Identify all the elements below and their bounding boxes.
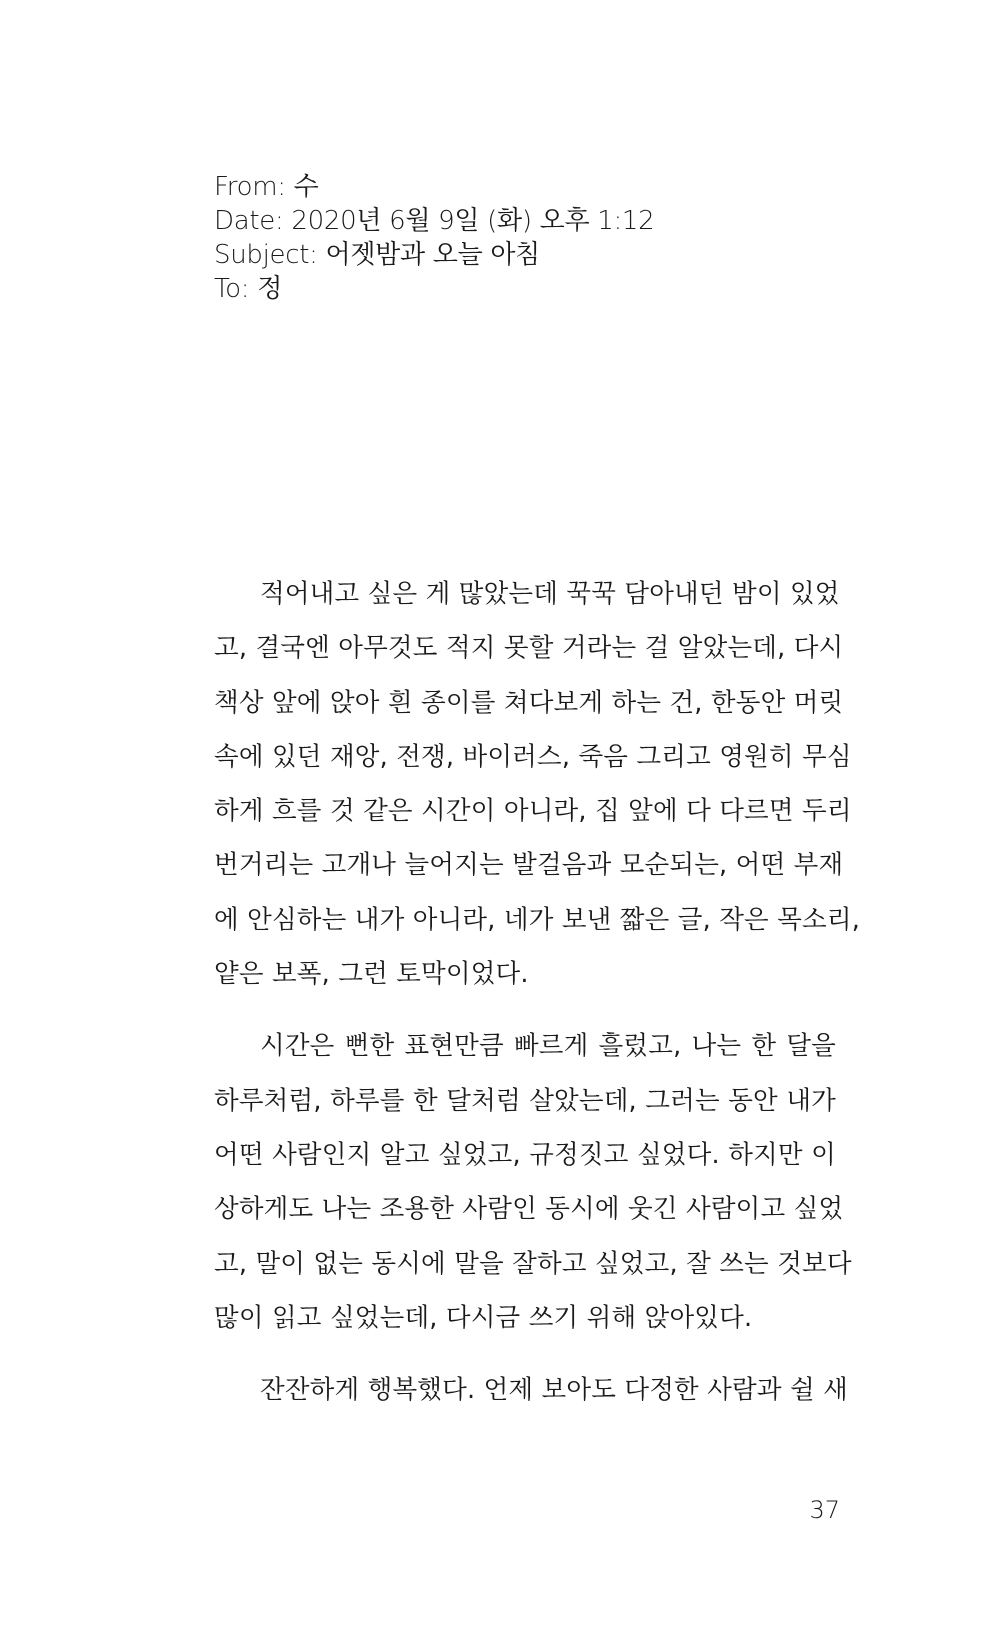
email-date: Date: 2020년 6월 9일 (화) 오후 1:12 [214,206,655,236]
text-line: 얕은 보폭, 그런 토막이었다. [214,959,529,990]
text-line: 시간은 뻔한 표현만큼 빠르게 흘렀고, 나는 한 달을 [260,1031,836,1062]
text-line: 어떤 사람인지 알고 싶었고, 규정짓고 싶었다. 하지만 이 [214,1139,836,1170]
letter-body [214,567,860,1435]
text-line: 잔잔하게 행복했다. 언제 보아도 다정한 사람과 쉴 새 [260,1375,848,1406]
paragraph-2 [214,1019,852,1345]
text-line: 많이 읽고 싶었는데, 다시금 쓰기 위해 앉아있다. [214,1302,753,1333]
text-line: 번거리는 고개나 늘어지는 발걸음과 모순되는, 어떤 부재 [214,850,844,881]
text-line: 적어내고 싶은 게 많았는데 꾹꾹 담아내던 밤이 있었 [260,579,840,609]
email-subject: Subject: 어젯밤과 오늘 아침 [214,240,540,270]
text-line: 하루처럼, 하루를 한 달처럼 살았는데, 그러는 동안 내가 [214,1085,836,1116]
page-number: 37 [809,1496,840,1524]
text-line: 상하게도 나는 조용한 사람인 동시에 웃긴 사람이고 싶었 [214,1194,844,1225]
text-line: 고, 말이 없는 동시에 말을 잘하고 싶었고, 잘 쓰는 것보다 [214,1248,852,1279]
text-line: 속에 있던 재앙, 전쟁, 바이러스, 죽음 그리고 영원히 무심 [214,741,852,772]
paragraph-3 [214,1363,848,1417]
text-line: 책상 앞에 앉아 흰 종이를 쳐다보게 하는 건, 한동안 머릿 [214,687,844,718]
text-line: 고, 결국엔 아무것도 적지 못할 거라는 걸 알았는데, 다시 [214,633,844,664]
email-header [214,170,834,306]
email-from: From: 수 [214,172,319,202]
text-line: 하게 흐를 것 같은 시간이 아니라, 집 앞에 다 다르면 두리 [214,796,852,827]
email-to: To: 정 [214,274,283,304]
text-line: 에 안심하는 내가 아니라, 네가 보낸 짧은 글, 작은 목소리, [214,904,860,935]
paragraph-1 [214,567,860,1001]
